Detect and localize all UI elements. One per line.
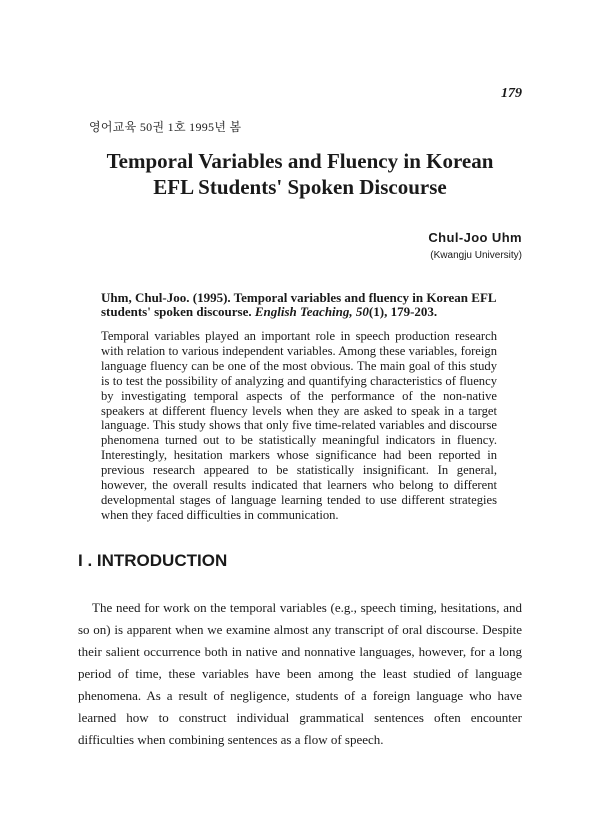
paragraph: The need for work on the temporal variables (e.g., speech timing, hesitations, and so on) is apparent when we examine almost any transcript of oral discourse. Despite their salient occurrence both in native and nonnative languages, however, for a long period of time, these variables have been among the least studied of language phenomena. As a result of negligence, students of a foreign language who have learned how to construct individual grammatical sentences often encounter difficulties when combining sentences as a flow of speech. — [78, 600, 522, 747]
citation — [101, 291, 497, 319]
abstract: Temporal variables played an important role in speech production research with relation to various independent variables. Among these variables, foreign language fluency can be one of the most obvious. The main goal of this study is to test the possibility of analyzing and quantifying characteristics of fluency by investigating temporal aspects of the performance of the non-native speakers at different fluency levels when they are asked to speak in a target language. This study shows that only five time-related variables and discourse phenomena turned out to be statistically meaningful indicators in fluency. Interestingly, hesitation markers whose significance had been reported in previous research appeared to be statistically insignificant. In general, however, the overall results indicated that learners who belong to different developmental stages of language learning tended to use different strategies when they faced difficulties in communication. — [101, 329, 497, 522]
paper-title — [0, 148, 600, 200]
author-affiliation: (Kwangju University) — [430, 250, 522, 261]
author-name: Chul-Joo Uhm — [428, 230, 522, 245]
citation-lead: Uhm, Chul-Joo. (1995). Temporal variables and fluency in Korean EFL students' spoken discourse. — [101, 290, 496, 319]
introduction-body — [78, 597, 522, 751]
title-line-1: Temporal Variables and Fluency in Korean — [106, 149, 494, 173]
citation-journal: English Teaching, 50 — [254, 304, 369, 319]
citation-rest: (1), 179-203. — [368, 304, 438, 319]
page-number: 179 — [501, 86, 522, 101]
journal-header: 영어교육 50권 1호 1995년 봄 — [89, 120, 242, 134]
title-line-2: EFL Students' Spoken Discourse — [153, 175, 447, 199]
section-heading: I . INTRODUCTION — [78, 551, 228, 570]
